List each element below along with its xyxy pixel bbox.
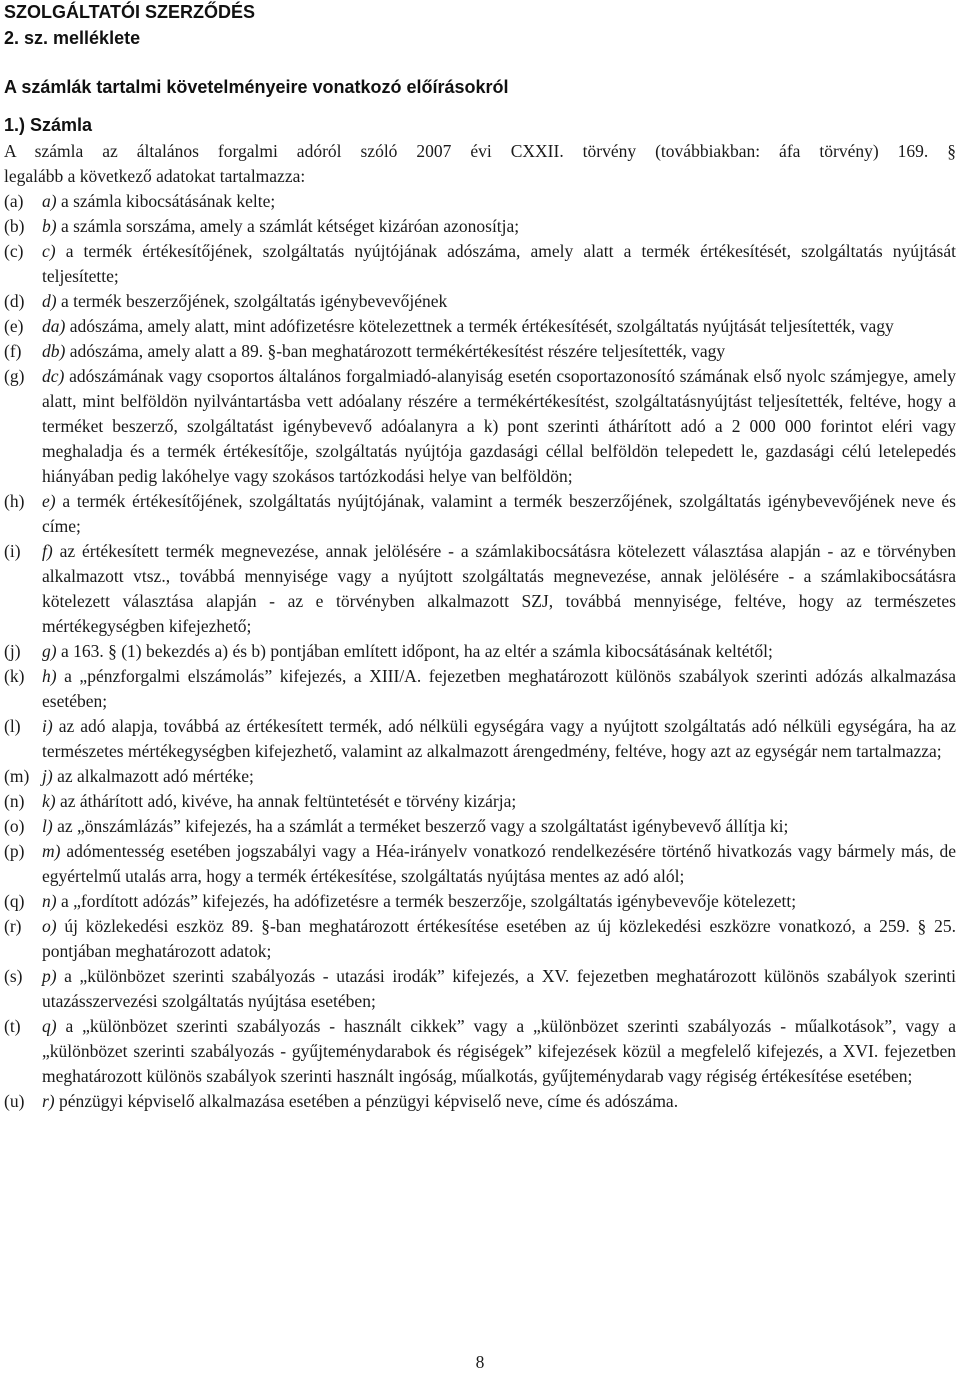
list-item: [4, 489, 956, 539]
list-item: [4, 814, 956, 839]
item-label: (r): [4, 916, 22, 936]
item-key: h): [42, 666, 57, 686]
item-label: (a): [4, 191, 24, 211]
item-body: a 163. § (1) bekezdés a) és b) pontjában említett időpont, ha az eltér a számla kibocsátásának keltétől;: [56, 641, 773, 661]
list-item: [4, 664, 956, 714]
list-item: [4, 764, 956, 789]
item-text: [42, 664, 956, 714]
item-text: [42, 489, 956, 539]
item-key: g): [42, 641, 57, 661]
item-text: [42, 1014, 956, 1089]
item-text: [42, 189, 956, 214]
item-body: az adó alapja, továbbá az értékesített termék, adó nélküli egységára vagy a nyújtott szolgáltatás adó nélküli egységára, ha az természetes mértékegységben kifejezhető, valamint az alkalmazott árengedmény, feltéve, hogy azt az egységár nem tartalmazza;: [42, 716, 956, 761]
item-key: q): [42, 1016, 57, 1036]
item-body: adószáma, amely alatt a 89. §-ban meghatározott termékértékesítést részére teljesítették, vagy: [65, 341, 726, 361]
list-item: [4, 314, 956, 339]
item-text: [42, 289, 956, 314]
list-item: [4, 539, 956, 639]
list-item: [4, 889, 956, 914]
item-body: adószáma, amely alatt, mint adófizetésre kötelezettnek a termék értékesítését, szolgáltatás nyújtását teljesítették, vagy: [65, 316, 894, 336]
item-text: [42, 914, 956, 964]
item-body: a termék értékesítőjének, szolgáltatás nyújtójának, valamint a termék beszerzőjének, szolgáltatás igénybevevőjének neve és címe;: [42, 491, 956, 536]
item-body: az „önszámlázás” kifejezés, ha a számlát a terméket beszerző vagy a szolgáltatást igénybevevő állítja ki;: [52, 816, 789, 836]
item-key: c): [42, 241, 56, 261]
item-label: (t): [4, 1016, 21, 1036]
item-body: az értékesített termék megnevezése, annak jelölésére - a számlakibocsátásra kötelezett választása alapján - az e törvényben alkalmazott vtsz., továbbá mennyisége vagy a nyújtott szolgáltatás megnevezése, annak jelölésére - a számlakibocsátásra kötelezett választása alapján - az e törvényben alkalmazott SZJ, továbbá mennyisége, feltéve, hogy az természetes mértékegységben kifejezhető;: [42, 541, 956, 636]
item-body: a számla kibocsátásának kelte;: [56, 191, 276, 211]
item-key: k): [42, 791, 56, 811]
list-item: [4, 839, 956, 889]
item-key: l): [42, 816, 53, 836]
page-number: 8: [475, 1352, 485, 1372]
item-text: [42, 314, 956, 339]
item-label: (m): [4, 766, 30, 786]
item-label: (u): [4, 1091, 25, 1111]
list-item: [4, 364, 956, 489]
item-key: m): [42, 841, 61, 861]
item-label: (p): [4, 841, 25, 861]
item-body: a „pénzforgalmi elszámolás” kifejezés, a XIII/A. fejezetben meghatározott különös szabályok szerinti adózás alkalmazása esetében;: [42, 666, 956, 711]
item-key: n): [42, 891, 57, 911]
item-body: a „fordított adózás” kifejezés, ha adófizetésre a termék beszerzője, szolgáltatás igénybevevője kötelezett;: [56, 891, 797, 911]
item-key: p): [42, 966, 57, 986]
item-label: (o): [4, 816, 25, 836]
list-item: [4, 914, 956, 964]
item-text: [42, 964, 956, 1014]
list-item: [4, 964, 956, 1014]
item-text: [42, 789, 956, 814]
item-text: [42, 814, 956, 839]
section-heading: 1.) Számla: [4, 115, 93, 135]
item-key: da): [42, 316, 66, 336]
item-text: [42, 539, 956, 639]
item-body: adószámának vagy csoportos általános forgalmiadó-alanyiság esetén csoportazonosító számának első nyolc számjegye, amely alatt, mint belföldön nyilvántartásba vett adóalany részére a termékértékesítést, szolgáltatásnyújtást teljesítették, feltéve, hogy a terméket beszerző, szolgáltatást igénybevevő adóalanyra a k) pont szerinti áthárított adó a 2 000 000 forintot eléri vagy meghaladja és a termék értékesítője, szolgáltatás nyújtója gazdasági céllal belföldön telepedett le, gazdasági célú letelepedés hiányában pedig lakóhelye vagy szokásos tartózkodási helye van belföldön;: [42, 366, 956, 486]
item-text: [42, 364, 956, 489]
item-body: új közlekedési eszköz 89. §-ban meghatározott értékesítése esetében az új közlekedési eszközre vonatkozó, a 259. § 25. pontjában meghatározott adatok;: [42, 916, 956, 961]
item-body: a termék beszerzőjének, szolgáltatás igénybevevőjének: [56, 291, 448, 311]
item-key: db): [42, 341, 66, 361]
item-key: o): [42, 916, 57, 936]
item-label: (l): [4, 716, 21, 736]
item-label: (g): [4, 366, 25, 386]
item-key: i): [42, 716, 53, 736]
item-key: dc): [42, 366, 65, 386]
list-item: [4, 1089, 956, 1114]
item-text: [42, 714, 956, 764]
intro-line-2: legalább a következő adatokat tartalmazza:: [4, 166, 306, 186]
item-body: a számla sorszáma, amely a számlát kétséget kizáróan azonosítja;: [56, 216, 520, 236]
item-label: (e): [4, 316, 24, 336]
item-text: [42, 764, 956, 789]
item-key: e): [42, 491, 56, 511]
item-key: r): [42, 1091, 55, 1111]
requirements-list: [4, 189, 956, 1114]
item-text: [42, 639, 956, 664]
item-text: [42, 214, 956, 239]
intro-line-1: A számla az általános forgalmi adóról szóló 2007 évi CXXII. törvény (továbbiakban: áfa törvény) 169. §: [4, 141, 956, 161]
subject-heading: A számlák tartalmi követelményeire vonatkozó előírásokról: [4, 77, 509, 97]
list-item: [4, 1014, 956, 1089]
item-label: (f): [4, 341, 22, 361]
item-text: [42, 889, 956, 914]
item-text: [42, 239, 956, 289]
item-body: a „különbözet szerinti szabályozás - utazási irodák” kifejezés, a XV. fejezetben meghatározott különös szabályok szerinti utazásszervezési szolgáltatás nyújtása esetében;: [42, 966, 956, 1011]
item-key: j): [42, 766, 53, 786]
list-item: [4, 714, 956, 764]
list-item: [4, 339, 956, 364]
contract-title: SZOLGÁLTATÓI SZERZŐDÉS: [4, 2, 255, 22]
list-item: [4, 239, 956, 289]
item-label: (k): [4, 666, 25, 686]
item-body: az áthárított adó, kivéve, ha annak feltüntetését e törvény kizárja;: [55, 791, 517, 811]
item-label: (n): [4, 791, 25, 811]
item-label: (c): [4, 241, 24, 261]
item-text: [42, 839, 956, 889]
list-item: [4, 214, 956, 239]
list-item: [4, 639, 956, 664]
item-body: pénzügyi képviselő alkalmazása esetében a pénzügyi képviselő neve, címe és adószáma.: [54, 1091, 679, 1111]
item-body: a termék értékesítőjének, szolgáltatás nyújtójának adószáma, amely alatt a termék értékesítését, szolgáltatás nyújtását teljesítette;: [42, 241, 956, 286]
item-label: (q): [4, 891, 25, 911]
list-item: [4, 789, 956, 814]
item-key: a): [42, 191, 57, 211]
annex-label: 2. sz. melléklete: [4, 28, 141, 48]
item-key: b): [42, 216, 57, 236]
item-body: az alkalmazott adó mértéke;: [52, 766, 254, 786]
item-body: a „különbözet szerinti szabályozás - használt cikkek” vagy a „különbözet szerinti szabályozás - műalkotások”, vagy a „különbözet szerinti szabályozás - gyűjteménydarabok és régiségek” kifejezések közül a megfelelő kifejezés, a XVI. fejezetben meghatározott különös szabályok szerinti használt ingóság, műalkotás, gyűjteménydarab vagy régiség értékesítése esetében;: [42, 1016, 956, 1086]
item-label: (i): [4, 541, 21, 561]
item-text: [42, 1089, 956, 1114]
item-text: [42, 339, 956, 364]
item-label: (j): [4, 641, 21, 661]
item-label: (h): [4, 491, 25, 511]
list-item: [4, 289, 956, 314]
item-label: (b): [4, 216, 25, 236]
item-body: adómentesség esetében jogszabályi vagy a Héa-irányelv vonatkozó rendelkezésére történő hivatkozás vagy bármely más, de egyértelmű utalás arra, hogy a termék értékesítése, szolgáltatás nyújtása mentes az adó alól;: [42, 841, 956, 886]
list-item: [4, 189, 956, 214]
item-key: f): [42, 541, 53, 561]
item-label: (d): [4, 291, 25, 311]
item-label: (s): [4, 966, 23, 986]
item-key: d): [42, 291, 57, 311]
